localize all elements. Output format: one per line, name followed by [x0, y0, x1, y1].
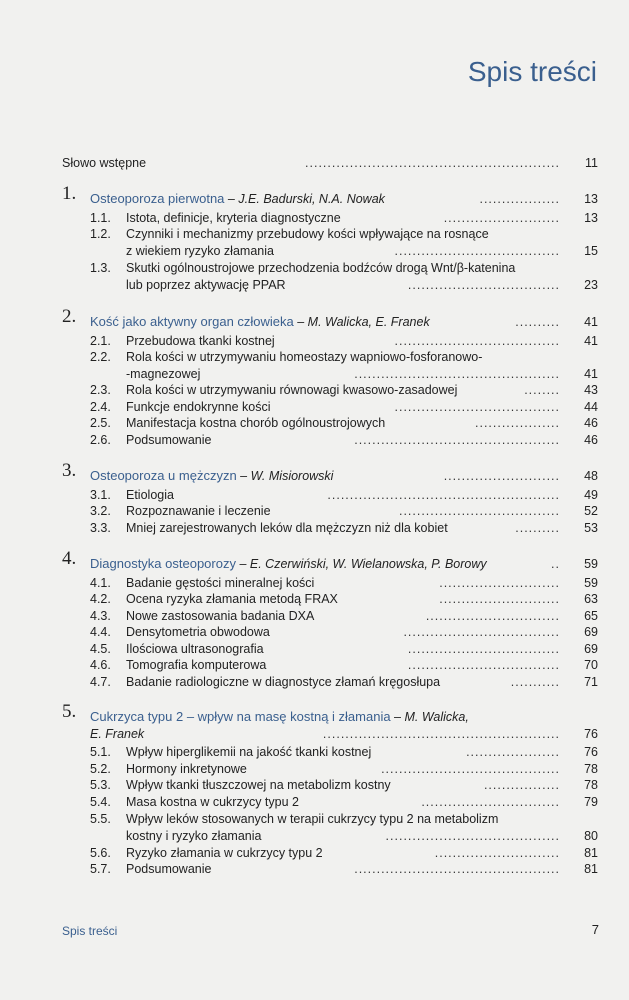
chapter-authors: J.E. Badurski, N.A. Nowak	[238, 192, 385, 206]
section-title: Skutki ogólnoustrojowe przechodzenia bodźców drogą Wnt/β-katenina	[126, 261, 516, 275]
page-number: 63	[584, 592, 598, 606]
section-number: 1.3.	[90, 261, 111, 275]
section-title: Densytometria obwodowa	[126, 625, 270, 639]
page-number: 44	[584, 400, 598, 414]
toc-entry	[62, 591, 598, 607]
dot-leader: ....................................................	[327, 488, 560, 502]
section-number: 2.5.	[90, 416, 111, 430]
dot-leader: ..........................	[443, 469, 560, 483]
section-number: 2.4.	[90, 400, 111, 414]
page-number: 23	[584, 278, 598, 292]
dot-leader: ..............................................	[354, 433, 560, 447]
dot-leader: ..............................................	[354, 367, 560, 381]
section-number: 2.2.	[90, 350, 111, 364]
page-number: 65	[584, 609, 598, 623]
toc-entry	[62, 575, 598, 591]
page-number: 81	[584, 846, 598, 860]
dot-leader: ..................	[479, 192, 560, 206]
section-title: Etiologia	[126, 488, 174, 502]
section-number: 3.2.	[90, 504, 111, 518]
dot-leader: .....................	[466, 745, 560, 759]
dot-leader: .......................................	[385, 829, 560, 843]
section-title: Tomografia komputerowa	[126, 658, 267, 672]
section-title-cont: kostny i ryzyko złamania	[126, 829, 262, 843]
chapter-title: Osteoporoza u mężczyzn	[90, 468, 237, 483]
section-number: 5.6.	[90, 846, 111, 860]
section-title: Ocena ryzyka złamania metodą FRAX	[126, 592, 338, 606]
section-title-cont: z wiekiem ryzyko złamania	[126, 244, 274, 258]
section-number: 4.3.	[90, 609, 111, 623]
entry-title: Słowo wstępne	[62, 156, 147, 170]
dot-leader: .................	[483, 778, 560, 792]
dot-leader: .....................................	[394, 334, 560, 348]
toc-entry	[62, 794, 598, 810]
page-number: 76	[584, 727, 598, 741]
section-title: Rozpoznawanie i leczenie	[126, 504, 271, 518]
page-number: 79	[584, 795, 598, 809]
section-number: 4.5.	[90, 642, 111, 656]
chapter-number: 1.	[62, 183, 77, 204]
page-number: 69	[584, 642, 598, 656]
chapter-authors: M. Walicka, E. Franek	[307, 315, 430, 329]
chapter-2-heading	[62, 306, 598, 330]
toc-entry-cont	[62, 828, 598, 844]
chapter-number: 4.	[62, 548, 77, 569]
chapter-number: 3.	[62, 460, 77, 481]
page-number: 52	[584, 504, 598, 518]
chapter-number: 2.	[62, 306, 77, 327]
toc-entry	[62, 777, 598, 793]
chapter-authors: W. Misiorowski	[250, 469, 334, 483]
dot-leader: .........................................................	[305, 156, 560, 170]
dot-leader: .....................................	[394, 244, 560, 258]
dot-leader: ...........	[510, 675, 560, 689]
section-number: 3.1.	[90, 488, 111, 502]
dash: –	[235, 557, 250, 571]
section-number: 5.4.	[90, 795, 111, 809]
toc-entry	[62, 657, 598, 673]
page-number: 69	[584, 625, 598, 639]
dot-leader: ....................................	[398, 504, 560, 518]
chapter-title: Diagnostyka osteoporozy	[90, 556, 236, 571]
dot-leader: ...........................	[439, 576, 560, 590]
toc-entry	[62, 349, 598, 365]
section-title: Wpływ tkanki tłuszczowej na metabolizm kostny	[126, 778, 391, 792]
dot-leader: ..................................	[407, 278, 560, 292]
toc-entry	[62, 761, 598, 777]
page-number: 49	[584, 488, 598, 502]
dot-leader: ...................................	[403, 625, 560, 639]
folio-page-number: 7	[591, 922, 599, 937]
section-title: Mniej zarejestrowanych leków dla mężczyzn niż dla kobiet	[126, 521, 448, 535]
toc-entry-intro	[62, 155, 598, 171]
section-number: 4.2.	[90, 592, 111, 606]
page-number: 13	[584, 211, 598, 225]
dot-leader: ............................	[434, 846, 560, 860]
toc-entry	[62, 641, 598, 657]
section-number: 4.1.	[90, 576, 111, 590]
chapter-authors: M. Walicka,	[404, 710, 469, 724]
dot-leader: .....................................................	[322, 727, 560, 741]
section-title: Ryzyko złamania w cukrzycy typu 2	[126, 846, 323, 860]
chapter-number: 5.	[62, 701, 77, 722]
toc-entry	[62, 624, 598, 640]
section-title-cont: lub poprzez aktywację PPAR	[126, 278, 286, 292]
toc-entry	[62, 608, 598, 624]
toc-entry	[62, 260, 598, 276]
chapter-title: Kość jako aktywny organ człowieka	[90, 314, 294, 329]
toc-entry	[62, 503, 598, 519]
page-number: 41	[584, 334, 598, 348]
dot-leader: ...........................	[439, 592, 560, 606]
dot-leader: ..	[551, 557, 560, 571]
chapter-1-heading	[62, 183, 598, 207]
page-number: 48	[584, 469, 598, 483]
toc-entry	[62, 399, 598, 415]
chapter-5-heading-cont	[62, 726, 598, 742]
page-title: Spis treści	[467, 56, 597, 87]
chapter-3-heading	[62, 460, 598, 484]
dot-leader: ..............................	[425, 609, 560, 623]
page-number: 80	[584, 829, 598, 843]
section-number: 5.3.	[90, 778, 111, 792]
section-title: Czynniki i mechanizmy przebudowy kości wpływające na rosnące	[126, 227, 489, 241]
toc-entry	[62, 333, 598, 349]
page-number: 70	[584, 658, 598, 672]
chapter-title: Osteoporoza pierwotna	[90, 191, 225, 206]
page-number: 13	[584, 192, 598, 206]
section-title: Przebudowa tkanki kostnej	[126, 334, 275, 348]
chapter-4-heading	[62, 548, 598, 572]
section-title: Ilościowa ultrasonografia	[126, 642, 264, 656]
toc-entry	[62, 674, 598, 690]
toc-entry-cont	[62, 277, 598, 293]
section-number: 5.5.	[90, 812, 111, 826]
section-title: Manifestacja kostna chorób ogólnoustrojowych	[126, 416, 386, 430]
toc-entry	[62, 415, 598, 431]
page-number: 59	[584, 557, 598, 571]
toc-entry	[62, 744, 598, 760]
page-number: 46	[584, 416, 598, 430]
section-number: 1.2.	[90, 227, 111, 241]
page-number: 46	[584, 433, 598, 447]
chapter-authors: E. Czerwiński, W. Wielanowska, P. Borowy	[249, 557, 487, 571]
dot-leader: ........	[524, 383, 560, 397]
dash: –	[293, 315, 308, 329]
page-number: 71	[584, 675, 598, 689]
section-title: Podsumowanie	[126, 433, 212, 447]
page-number: 76	[584, 745, 598, 759]
page-number: 78	[584, 762, 598, 776]
page-number: 53	[584, 521, 598, 535]
dot-leader: ...................	[475, 416, 560, 430]
section-number: 5.1.	[90, 745, 111, 759]
page-number: 41	[584, 315, 598, 329]
section-title: Istota, definicje, kryteria diagnostyczne	[126, 211, 341, 225]
toc-entry-cont	[62, 366, 598, 382]
page-number: 78	[584, 778, 598, 792]
section-number: 4.6.	[90, 658, 111, 672]
running-footer: Spis treści	[62, 924, 118, 938]
section-number: 4.7.	[90, 675, 111, 689]
toc-entry	[62, 382, 598, 398]
section-title: Rola kości w utrzymywaniu równowagi kwasowo-zasadowej	[126, 383, 458, 397]
page-number: 11	[585, 156, 598, 170]
dot-leader: ..........	[515, 315, 560, 329]
chapter-5-heading	[62, 701, 598, 725]
toc-entry	[62, 811, 598, 827]
dash: –	[390, 710, 405, 724]
section-number: 1.1.	[90, 211, 111, 225]
dot-leader: ..................................	[407, 658, 560, 672]
dot-leader: .....................................	[394, 400, 560, 414]
dash: –	[236, 469, 251, 483]
section-title-cont: -magnezowej	[126, 367, 201, 381]
section-title: Hormony inkretynowe	[126, 762, 247, 776]
chapter-title: Cukrzyca typu 2 – wpływ na masę kostną i złamania	[90, 709, 391, 724]
section-title: Rola kości w utrzymywaniu homeostazy wapniowo-fosforanowo-	[126, 350, 483, 364]
page-number: 59	[584, 576, 598, 590]
dot-leader: ..............................................	[354, 862, 560, 876]
page-number: 43	[584, 383, 598, 397]
page-number: 81	[584, 862, 598, 876]
section-number: 4.4.	[90, 625, 111, 639]
toc-entry	[62, 487, 598, 503]
toc-entry	[62, 432, 598, 448]
section-number: 2.1.	[90, 334, 111, 348]
toc-entry	[62, 845, 598, 861]
section-title: Masa kostna w cukrzycy typu 2	[126, 795, 299, 809]
section-title: Badanie gęstości mineralnej kości	[126, 576, 315, 590]
section-number: 5.7.	[90, 862, 111, 876]
chapter-authors-cont: E. Franek	[90, 727, 145, 741]
page-number: 41	[584, 367, 598, 381]
section-number: 5.2.	[90, 762, 111, 776]
section-title: Wpływ leków stosowanych w terapii cukrzycy typu 2 na metabolizm	[126, 812, 499, 826]
toc-entry-cont	[62, 243, 598, 259]
toc-entry	[62, 226, 598, 242]
section-title: Badanie radiologiczne w diagnostyce złamań kręgosłupa	[126, 675, 441, 689]
section-title: Podsumowanie	[126, 862, 212, 876]
page-number: 15	[584, 244, 598, 258]
dot-leader: ........................................	[381, 762, 560, 776]
section-number: 2.6.	[90, 433, 111, 447]
section-title: Funkcje endokrynne kości	[126, 400, 271, 414]
section-number: 2.3.	[90, 383, 111, 397]
dot-leader: ..........	[515, 521, 560, 535]
dot-leader: ..........................	[443, 211, 560, 225]
toc-entry	[62, 520, 598, 536]
dot-leader: ...............................	[421, 795, 560, 809]
dot-leader: ..................................	[407, 642, 560, 656]
dash: –	[224, 192, 239, 206]
section-number: 3.3.	[90, 521, 111, 535]
section-title: Nowe zastosowania badania DXA	[126, 609, 315, 623]
toc-entry	[62, 861, 598, 877]
section-title: Wpływ hiperglikemii na jakość tkanki kostnej	[126, 745, 372, 759]
toc-entry	[62, 210, 598, 226]
